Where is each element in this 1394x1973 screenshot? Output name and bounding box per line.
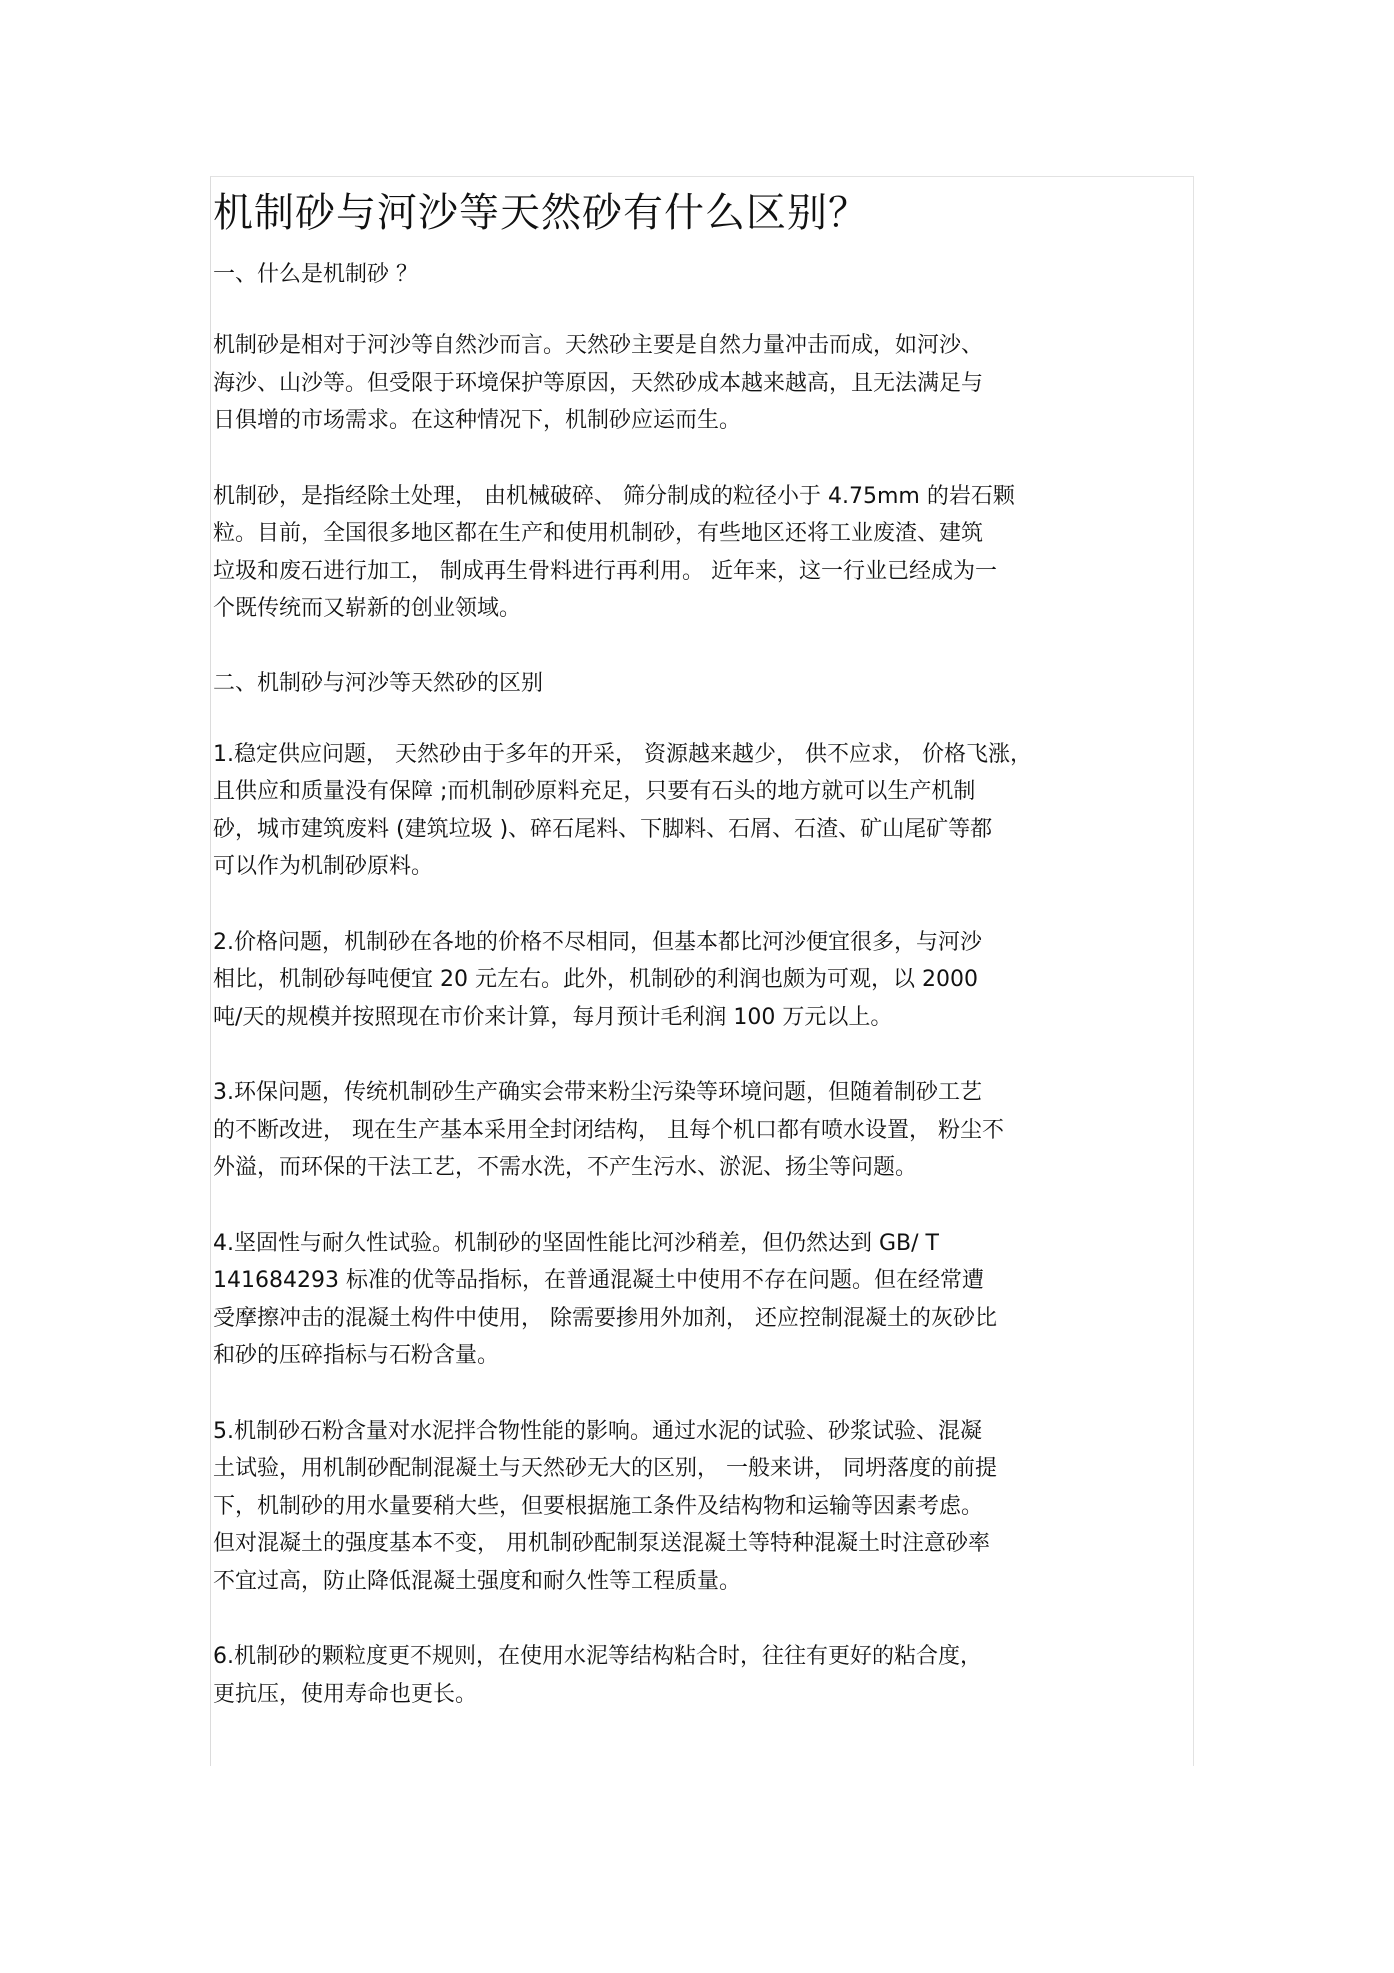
text-line: 可以作为机制砂原料。 <box>213 854 434 879</box>
text-line: 4.坚固性与耐久性试验。机制砂的坚固性能比河沙稍差，但仍然达到 GB/ T <box>213 1230 939 1256</box>
page-title: 机制砂与河沙等天然砂有什么区别？ <box>213 190 869 236</box>
text-line: 3.环保问题，传统机制砂生产确实会带来粉尘污染等环境问题，但随着制砂工艺 <box>213 1080 982 1105</box>
text-line: 砂，城市建筑废料 (建筑垃圾 )、碎石尾料、下脚料、石屑、石渣、矿山尾矿等都 <box>213 816 993 842</box>
text-line: 141684293 标准的优等品指标，在普通混凝土中使用不存在问题。但在经常遭 <box>213 1268 984 1293</box>
section-heading-what-is: 一、什么是机制砂 ？ <box>213 262 418 287</box>
text-line: 且供应和质量没有保障 ;而机制砂原料充足，只要有石头的地方就可以生产机制 <box>213 779 976 804</box>
text-line: 2.价格问题，机制砂在各地的价格不尽相同，但基本都比河沙便宜很多，与河沙 <box>213 929 982 955</box>
text-line: 1.稳定供应问题， 天然砂由于多年的开采， 资源越来越少， 供不应求， 价格飞涨， <box>213 741 1032 767</box>
section-heading-differences: 二、机制砂与河沙等天然砂的区别 <box>213 670 544 696</box>
list-item-particle-shape <box>213 1638 1191 1713</box>
text-line: 不宜过高，防止降低混凝土强度和耐久性等工程质量。 <box>213 1568 742 1594</box>
text-line: 个既传统而又崭新的创业领域。 <box>213 596 522 621</box>
text-line: 和砂的压碎指标与石粉含量。 <box>213 1343 500 1368</box>
text-line: 外溢，而环保的干法工艺，不需水洗，不产生污水、淤泥、扬尘等问题。 <box>213 1155 918 1180</box>
text-line: 吨/天的规模并按照现在市价来计算，每月预计毛利润 100 万元以上。 <box>213 1004 893 1030</box>
text-line: 日俱增的市场需求。在这种情况下，机制砂应运而生。 <box>213 408 742 433</box>
text-line: 下，机制砂的用水量要稍大些，但要根据施工条件及结构物和运输等因素考虑。 <box>213 1493 984 1519</box>
document-content <box>213 187 1191 1751</box>
list-item-stone-powder <box>213 1413 1191 1601</box>
paragraph-intro <box>213 327 1191 440</box>
text-line: 更抗压，使用寿命也更长。 <box>213 1681 478 1707</box>
text-line: 机制砂是相对于河沙等自然沙而言。天然砂主要是自然力量冲击而成，如河沙、 <box>213 333 984 358</box>
document-page <box>210 176 1194 1766</box>
list-item-environment <box>213 1074 1191 1187</box>
text-line: 但对混凝土的强度基本不变， 用机制砂配制泵送混凝土等特种混凝土时注意砂率 <box>213 1531 990 1556</box>
text-line: 受摩擦冲击的混凝土构件中使用， 除需要掺用外加剂， 还应控制混凝土的灰砂比 <box>213 1305 997 1331</box>
list-item-durability <box>213 1225 1191 1375</box>
paragraph-definition <box>213 478 1191 628</box>
text-line: 的不断改进， 现在生产基本采用全封闭结构， 且每个机口都有喷水设置， 粉尘不 <box>213 1117 1004 1143</box>
text-line: 海沙、山沙等。但受限于环境保护等原因，天然砂成本越来越高，且无法满足与 <box>213 370 984 396</box>
text-line: 5.机制砂石粉含量对水泥拌合物性能的影响。通过水泥的试验、砂浆试验、混凝 <box>213 1418 982 1444</box>
list-item-price <box>213 924 1191 1037</box>
list-item-supply <box>213 736 1191 886</box>
text-line: 粒。目前，全国很多地区都在生产和使用机制砂，有些地区还将工业废渣、建筑 <box>213 521 984 546</box>
text-line: 相比，机制砂每吨便宜 20 元左右。此外，机制砂的利润也颇为可观，以 2000 <box>213 967 978 992</box>
text-line: 6.机制砂的颗粒度更不规则，在使用水泥等结构粘合时，往往有更好的粘合度， <box>213 1644 982 1669</box>
text-line: 垃圾和废石进行加工， 制成再生骨料进行再利用。 近年来，这一行业已经成为一 <box>213 558 997 584</box>
text-line: 机制砂，是指经除土处理， 由机械破碎、 筛分制成的粒径小于 4.75mm 的岩石颗 <box>213 483 1015 509</box>
text-line: 土试验，用机制砂配制混凝土与天然砂无大的区别， 一般来讲， 同坍落度的前提 <box>213 1456 997 1481</box>
